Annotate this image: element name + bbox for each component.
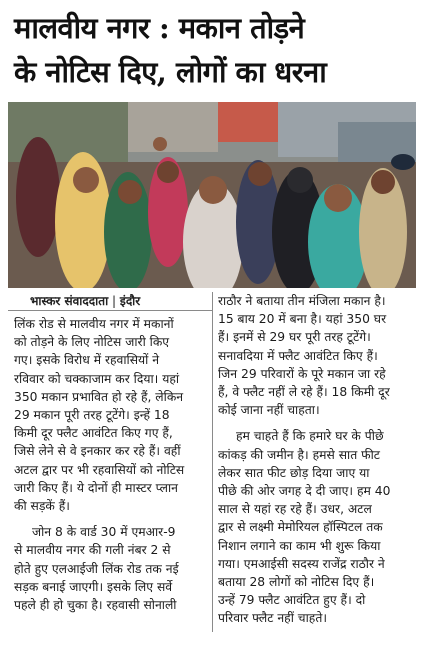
text-line: की सड़कें हैं।	[14, 499, 70, 514]
text-line: जिन 29 परिवारों के पूरे मकान जा रहे	[218, 366, 386, 381]
text-line: लेकर सात फीट छोड़ दिया जाए या	[218, 465, 370, 480]
dateline-city: इंदौर	[119, 294, 141, 308]
headline-line-2: के नोटिस दिए, लोगों का धरना	[14, 55, 327, 89]
text-line: जिसे लेने से वे इनकार कर रहे हैं। वहीं	[14, 444, 181, 459]
column-divider	[212, 292, 213, 632]
text-line: पीछे की ओर जगह दे दी जाए। हम 40	[218, 484, 391, 499]
text-line: उन्हें 79 फ्लैट आवंटित हुए हैं। दो	[218, 593, 366, 608]
text-line: कोई जाना नहीं चाहता।	[218, 403, 320, 418]
text-line: 29 मकान पूरी तरह टूटेंगे। इन्हें 18	[14, 408, 170, 423]
byline-rule	[8, 310, 212, 311]
left-paragraph-1	[14, 315, 208, 515]
text-line: 350 मकान प्रभावित हो रहे हैं, लेकिन	[14, 389, 184, 404]
text-line: कांकड़ की जमीन है। हमसे सात फीट	[218, 447, 380, 462]
headline	[14, 6, 414, 94]
headline-line-1: मालवीय नगर : मकान तोड़ने	[14, 11, 305, 45]
text-line: जोन 8 के वार्ड 30 में एमआर-9	[32, 525, 176, 540]
text-line: निशान लगाने का काम भी शुरू किया	[218, 538, 381, 553]
text-line: हैं, वे फ्लैट नहीं ले रहे हैं। 18 किमी दूर	[218, 385, 390, 400]
text-line: सड़क बनाई जाएगी। इसके लिए सर्वे	[14, 579, 173, 594]
text-line: किमी दूर फ्लैट आवंटित किए गए हैं,	[14, 426, 173, 441]
byline-separator: |	[112, 294, 117, 308]
text-line: हैं। इनमें से 29 घर पूरी तरह टूटेंगे।	[218, 330, 371, 345]
text-line: गए। इसके विरोध में रहवासियों ने	[14, 353, 160, 368]
reporter-name: भास्कर संवाददाता	[30, 294, 109, 308]
protest-crowd-photo	[8, 102, 416, 288]
text-line: होते हुए एलआईजी लिंक रोड तक नई	[14, 561, 179, 576]
text-line: हम चाहते हैं कि हमारे घर के पीछे	[236, 429, 384, 444]
text-line: द्वार से लक्ष्मी मेमोरियल हॉस्पिटल तक	[218, 520, 383, 535]
text-line: लिंक रोड से मालवीय नगर में मकानों	[14, 317, 174, 331]
text-line: 15 बाय 20 में बना है। यहां 350 घर	[218, 312, 387, 327]
text-line: अटल द्वार पर भी रहवासियों को नोटिस	[14, 462, 185, 477]
text-line: रविवार को चक्काजाम कर दिया। यहां	[14, 371, 180, 386]
text-line: राठौर ने बताया तीन मंजिला मकान है।	[218, 294, 386, 308]
byline	[30, 292, 140, 309]
left-paragraph-2	[14, 523, 208, 614]
text-line: जारी किए हैं। ये दोनों ही मास्टर प्लान	[14, 480, 178, 495]
right-paragraph-2	[218, 427, 418, 627]
text-line: परिवार फ्लैट नहीं चाहते।	[218, 611, 327, 626]
text-line: से मालवीय नगर की गली नंबर 2 से	[14, 543, 171, 558]
text-line: बताया 28 लोगों को नोटिस दिए हैं।	[218, 575, 375, 590]
text-line: को तोड़ने के लिए नोटिस जारी किए	[14, 335, 170, 350]
text-line: गया। एमआईसी सदस्य राजेंद्र राठौर ने	[218, 556, 385, 571]
text-line: सनावदिया में फ्लैट आवंटित किए हैं।	[218, 348, 378, 363]
article-column-right	[218, 292, 418, 628]
text-line: पहले ही हो चुका है। रहवासी सोनाली	[14, 598, 177, 613]
text-line: साल से यहां रह रहे हैं। उधर, अटल	[218, 502, 372, 517]
right-paragraph-1	[218, 292, 418, 419]
article-column-left	[14, 315, 208, 614]
